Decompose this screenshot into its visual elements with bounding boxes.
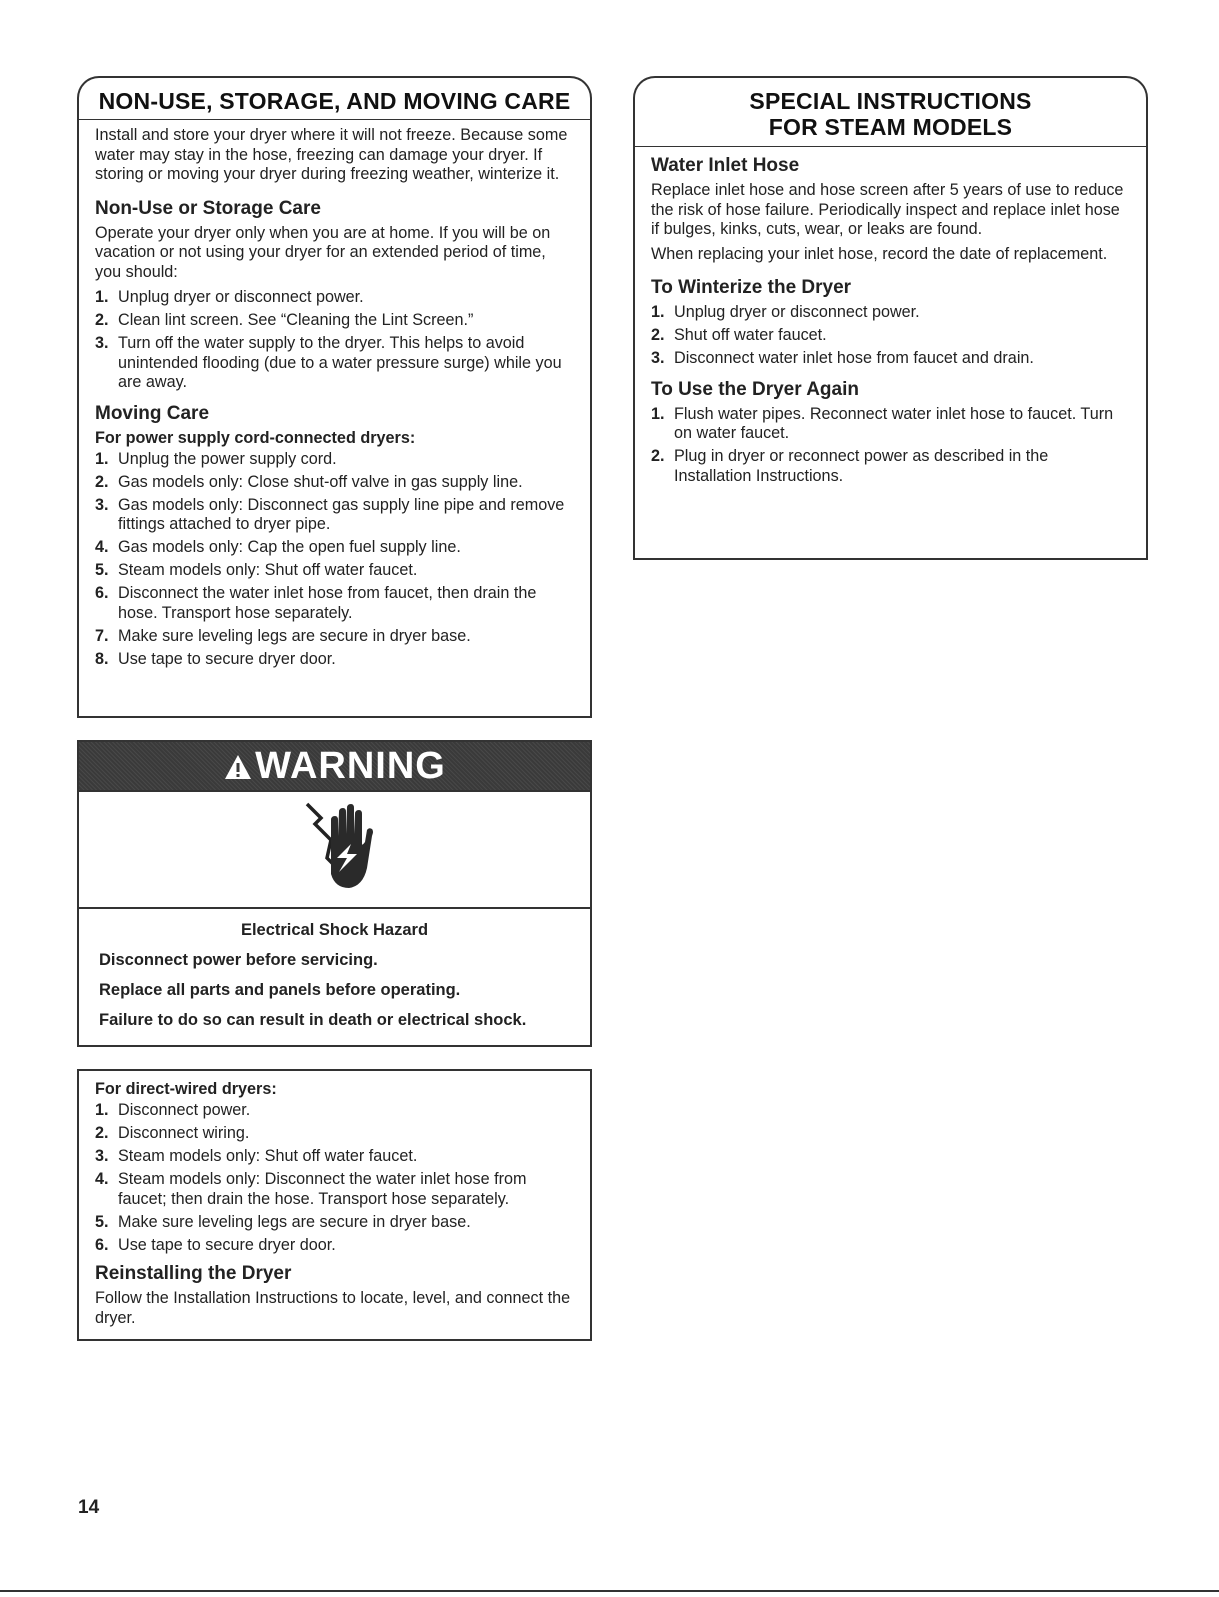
direct-wired-box — [77, 1069, 592, 1341]
list-item-number: 2. — [651, 326, 665, 344]
list-item-text: Disconnect the water inlet hose from faucet, then drain the hose. Transport hose separately. — [118, 584, 537, 622]
winterize-steps — [651, 303, 1130, 369]
list-item-text: Shut off water faucet. — [674, 326, 827, 344]
list-item-text: Plug in dryer or reconnect power as described in the Installation Instructions. — [674, 447, 1049, 485]
list-item — [651, 326, 1130, 346]
reinstall-heading: Reinstalling the Dryer — [95, 1263, 292, 1284]
warning-text — [79, 909, 590, 1042]
list-item-number: 8. — [95, 649, 109, 668]
list-item-text: Use tape to secure dryer door. — [118, 1235, 336, 1254]
right-section — [633, 88, 1148, 560]
list-item — [95, 1147, 574, 1167]
list-item — [95, 650, 574, 670]
list-item — [95, 561, 574, 581]
nonuse-heading: Non-Use or Storage Care — [95, 197, 321, 219]
list-item-number: 1. — [651, 303, 665, 321]
list-item-number: 6. — [95, 1235, 109, 1254]
hazard-title: Electrical Shock Hazard — [240, 921, 429, 939]
electrical-shock-hand-icon — [301, 800, 381, 900]
warning-line-2: Replace all parts and panels before operating. — [99, 981, 461, 999]
winterize-heading: To Winterize the Dryer — [651, 277, 852, 298]
list-item — [651, 303, 1130, 323]
list-item — [95, 1101, 574, 1121]
list-item — [95, 450, 574, 470]
list-item-text: Clean lint screen. See “Cleaning the Lint Screen.” — [118, 311, 474, 329]
list-item-text: Gas models only: Cap the open fuel supply line. — [118, 538, 461, 556]
list-item-number: 5. — [95, 561, 109, 579]
list-item-number: 6. — [95, 584, 109, 602]
list-item-text: Gas models only: Close shut-off valve in gas supply line. — [118, 472, 523, 491]
footer-rule — [0, 1590, 1219, 1592]
list-item — [95, 1124, 574, 1144]
list-item-text: Disconnect power. — [118, 1101, 251, 1119]
list-item-number: 1. — [651, 404, 665, 423]
list-item — [95, 288, 574, 308]
list-item-text: Make sure leveling legs are secure in dryer base. — [118, 626, 471, 645]
list-item-number: 4. — [95, 538, 109, 556]
list-item-number: 2. — [95, 311, 109, 329]
list-item — [95, 584, 574, 623]
list-item-text: Unplug dryer or disconnect power. — [674, 303, 920, 321]
list-item-text: Steam models only: Disconnect the water inlet hose from faucet; then drain the hose. Transport hose separately. — [118, 1170, 527, 1208]
list-item-number: 2. — [651, 447, 665, 465]
page-number: 14 — [78, 1497, 100, 1518]
warning-line-3: Failure to do so can result in death or electrical shock. — [99, 1011, 527, 1029]
moving-heading: Moving Care — [95, 402, 210, 424]
right-section-title — [635, 88, 1146, 147]
list-item — [95, 334, 574, 393]
list-item-number: 3. — [95, 334, 109, 352]
warning-icon-row — [79, 792, 590, 909]
hose-heading: Water Inlet Hose — [651, 155, 800, 176]
cord-steps — [95, 450, 574, 670]
list-item-number: 2. — [95, 1124, 109, 1142]
list-item — [95, 1236, 574, 1256]
list-item-text: Steam models only: Shut off water faucet. — [118, 1147, 418, 1165]
list-item — [95, 1170, 574, 1209]
list-item — [95, 473, 574, 493]
list-item-number: 3. — [95, 1147, 109, 1165]
list-item-text: Unplug dryer or disconnect power. — [118, 288, 364, 306]
left-section — [77, 88, 592, 718]
again-heading: To Use the Dryer Again — [651, 378, 859, 400]
list-item-text: Flush water pipes. Reconnect water inlet hose to faucet. Turn on water faucet. — [674, 404, 1114, 442]
list-item-text: Use tape to secure dryer door. — [118, 649, 336, 668]
warning-bar — [79, 742, 590, 792]
list-item — [651, 405, 1130, 444]
list-item-text: Gas models only: Disconnect gas supply line pipe and remove fittings attached to dryer pipe. — [118, 495, 565, 533]
list-item-number: 2. — [95, 472, 109, 491]
list-item — [95, 1213, 574, 1233]
list-item — [95, 538, 574, 558]
list-item-number: 3. — [651, 349, 665, 367]
direct-heading: For direct-wired dryers: — [95, 1080, 277, 1098]
warning-box — [77, 740, 592, 1047]
list-item-text: Disconnect wiring. — [118, 1124, 250, 1142]
list-item-number: 1. — [95, 288, 109, 306]
warning-line-1: Disconnect power before servicing. — [99, 951, 378, 969]
warning-label: WARNING — [255, 745, 446, 787]
list-item — [95, 311, 574, 331]
list-item-number: 5. — [95, 1212, 109, 1231]
left-section-title: NON-USE, STORAGE, AND MOVING CARE — [79, 88, 590, 120]
list-item-number: 1. — [95, 449, 109, 468]
list-item — [95, 496, 574, 535]
right-title-line-2: FOR STEAM MODELS — [768, 114, 1013, 140]
nonuse-steps — [95, 288, 574, 393]
left-intro: Install and store your dryer where it will not freeze. Because some water may stay in the hose, freezing can damage your dryer. If storing or moving your dryer during freezing weather, winterize it. — [95, 126, 568, 183]
list-item-number: 3. — [95, 495, 109, 514]
list-item-number: 1. — [95, 1101, 109, 1119]
hose-text-1: Replace inlet hose and hose screen after 5 years of use to reduce the risk of hose failure. Periodically inspect and replace inlet hose if bulges, kinks, cuts, wear, or leaks are found. — [651, 181, 1124, 238]
reinstall-text: Follow the Installation Instructions to locate, level, and connect the dryer. — [95, 1289, 571, 1327]
list-item-text: Turn off the water supply to the dryer. This helps to avoid unintended flooding (due to a water pressure surge) while you are away. — [118, 334, 562, 391]
cord-heading: For power supply cord-connected dryers: — [95, 428, 416, 447]
right-title-line-1: SPECIAL INSTRUCTIONS — [749, 88, 1032, 114]
list-item-text: Unplug the power supply cord. — [118, 449, 337, 468]
warning-triangle-icon — [223, 753, 253, 781]
nonuse-text: Operate your dryer only when you are at home. If you will be on vacation or not using your dryer for an extended period of time, you should: — [95, 223, 551, 281]
list-item-number: 4. — [95, 1170, 109, 1188]
list-item-text: Steam models only: Shut off water faucet. — [118, 561, 418, 579]
list-item-number: 7. — [95, 626, 109, 645]
list-item — [651, 447, 1130, 486]
direct-steps — [95, 1101, 574, 1255]
list-item — [95, 627, 574, 647]
list-item-text: Disconnect water inlet hose from faucet and drain. — [674, 349, 1034, 367]
list-item-text: Make sure leveling legs are secure in dryer base. — [118, 1212, 471, 1231]
again-steps — [651, 405, 1130, 487]
hose-text-2: When replacing your inlet hose, record the date of replacement. — [651, 244, 1108, 263]
list-item — [651, 349, 1130, 369]
